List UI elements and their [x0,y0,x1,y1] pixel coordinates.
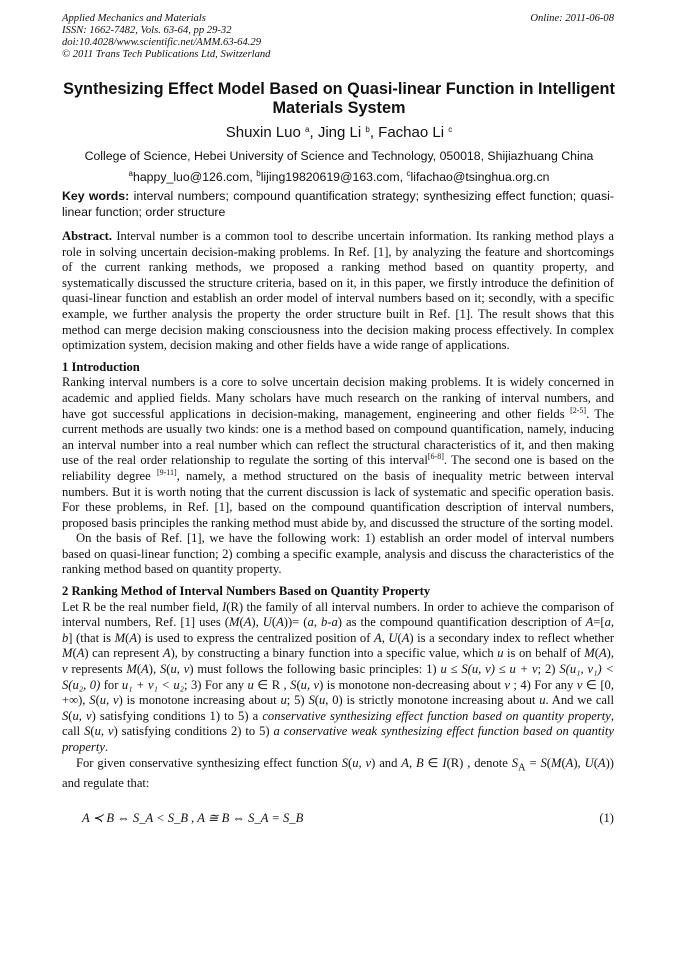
text-segment: a [604,615,611,630]
text-segment: S [511,755,518,770]
text-segment: S [84,724,91,739]
text-segment: , [313,615,321,630]
text-segment: v [576,677,583,692]
text-segment: ) is monotone increasing about [118,693,281,708]
text-segment: U [388,630,398,645]
text-segment: v [62,662,68,677]
email-mark: a [128,169,133,178]
text-segment: A [76,646,85,661]
text-segment: u [280,693,287,708]
journal-header [62,13,614,61]
text-segment: a [307,615,314,630]
text-segment: S [540,755,547,770]
text-segment: [9-11] [156,467,177,477]
paper-title: Synthesizing Effect Model Based on Quasi-linear Function in Intelligent Materials System [63,80,615,117]
text-segment: . [104,740,109,754]
text-segment: Ranking interval numbers is a core to solve uncertain decision making problems. It is widely concerned in academic and applied fields. Many scholars have much research on the ranking of interval numbers, and have got successful applications in decision-making, management, engineering and other fields [62,375,614,421]
text-segment: u₁ + v₁ < u₂ [121,677,185,692]
keywords-text: interval numbers; compound quantification strategy; synthesizing effect function; quasi-linear function; order structure [62,189,614,219]
text-segment: (R) , denote [446,755,512,770]
text-segment: ( [296,677,301,692]
section-heading-ranking-method: 2 Ranking Method of Interval Numbers Based on Quantity Property [62,584,431,599]
text-segment: ( [594,646,599,661]
text-segment: u, v [72,708,92,723]
author-mark: c [448,125,453,134]
text-segment: . The second one is based on the reliability degree [62,453,615,483]
text-segment: u, v [170,662,190,677]
text-segment: ( [271,615,277,630]
email-mark: c [406,169,411,178]
text-segment: ), [606,646,614,661]
text-segment: conservative synthesizing effect function based on quantity property [262,708,611,723]
emails: $^a$happy_luo@126.com, $^b$lijing19820619@163.com, $^c$lifachao@tsinghua.org.cn [128,169,550,184]
intro-paragraph-1 [62,375,614,531]
text-segment: represents [67,662,127,677]
email-mark: b [256,169,261,178]
text-segment: U [262,615,272,630]
text-segment: [6-8] [427,452,444,462]
journal-name: Applied Mechanics and Materials [62,13,206,24]
text-segment: , call [62,708,615,739]
section2-paragraph-1 [62,600,614,756]
text-segment: ) must follows the following basic principles: 1) [189,662,441,677]
author-mark: a [305,125,310,134]
text-segment: A [518,762,526,774]
section2-paragraph-2 [62,756,614,792]
text-segment: u [247,677,254,692]
affiliation: College of Science, Hebei University of Science and Technology, 050018, Shijiazhuang China [84,149,594,163]
text-segment: ) satisfying conditions 2) to 5) [113,724,274,739]
text-segment: b-a [320,615,338,630]
keywords [62,189,614,220]
text-segment: ∈ R , [253,677,291,692]
text-segment: A [373,630,382,645]
text-segment: is on behalf of [503,646,585,661]
text-segment: [2-5] [570,405,587,415]
email-link[interactable]: lifachao@tsinghua.org.cn [410,170,550,184]
text-segment: ) can represent [84,646,163,661]
text-segment: ∈ [423,755,443,770]
text-segment: ] (that is [68,630,115,645]
text-segment: A [401,630,410,645]
text-segment: u, v [99,693,119,708]
text-segment: ; 2) [537,662,560,677]
text-segment: ), [251,615,263,630]
text-segment: , [610,615,615,630]
text-segment: ( [546,755,551,770]
text-segment: ( [68,708,73,723]
text-segment: S [159,662,167,677]
doi: doi:10.4028/www.scientific.net/AMM.63-64.29 [62,37,261,48]
text-segment: ) as the compound quantification description of [337,615,586,630]
text-segment: A [276,615,284,630]
abstract [62,229,614,354]
text-segment: ( [72,646,77,661]
text-segment: ( [561,755,566,770]
text-segment: I [442,755,447,770]
email-link[interactable]: happy_luo@126.com [132,170,250,184]
text-segment: ) satisfying conditions 1) to 5) a [91,708,263,723]
paper-body [62,229,614,827]
text-segment: M [126,662,137,677]
text-segment: b [62,630,69,645]
text-segment: A [162,646,171,661]
text-segment: ) is used to express the centralized position of [137,630,374,645]
equation-text: A ≺ B ⇔ S_A < S_B , A ≅ B ⇔ S_A = S_B [82,811,304,826]
text-segment: a conservative weak synthesizing effect function based on quantity property [62,724,615,754]
text-segment: ))= ( [283,615,308,630]
text-segment: ( [90,724,95,739]
text-segment: ; 4) For any [509,677,577,692]
text-segment: Let R be the real number field, [62,599,223,614]
text-segment: M [114,630,126,645]
text-segment: M [584,646,595,661]
text-segment: ( [239,615,244,630]
text-segment: u ≤ S(u, v) ≤ u + v [440,662,538,677]
text-segment: = [525,755,541,770]
text-segment: ), by constructing a binary function into a specific value, which [170,646,498,661]
text-segment: ) is a secondary index to reflect whether [409,630,615,645]
author-name: Shuxin Luo [225,124,301,141]
text-segment: S [62,708,69,723]
text-segment: S [89,693,96,708]
authors: Shuxin Luo $^a$, Jing Li $^b$, Fachao Li $^c$ [225,124,453,141]
text-segment: , namely, a method structured on the basis of inequality metric between interval numbers. But it is worth noting that the current discussion is lack of systematic and specific operation basis. For these problems, in Ref. [1], based on the compound quantification description of interval numbers, proposed basis principles the ranking method must abide by, and discussed the structure of the sorting model. [62,468,614,530]
abstract-label: Abstract. [62,229,113,243]
text-segment: , 0) is strictly monotone increasing about [325,693,540,708]
text-segment: A [597,755,606,770]
text-segment: S [308,693,315,708]
text-segment: S [290,677,297,692]
author-name: Fachao Li [378,124,445,141]
email-link[interactable]: lijing19820619@163.com [260,170,400,184]
text-segment: ( [95,693,100,708]
equation-number: (1) [599,811,614,826]
text-segment: A [598,646,607,661]
text-segment: ; 5) [286,693,309,708]
online-date: Online: 2011-06-08 [530,13,614,24]
text-segment: M [550,755,562,770]
issn: ISSN: 1662-7482, Vols. 63-64, pp 29-32 [62,25,232,36]
text-segment: M [229,615,240,630]
text-segment: ( [593,755,598,770]
text-segment: u, v [94,724,114,739]
intro-paragraph-2: On the basis of Ref. [1], we have the following work: 1) establish an order model of interval numbers based on quasi-linear function; 2) combing a specific example, analysis and discuss the characteristics of the ranking method based on quantity property. [62,531,614,577]
text-segment: ) and [371,755,402,770]
equation-1 [62,811,614,827]
text-segment: v [504,677,510,692]
text-segment: . The current methods are usually two kinds: one is a method based on compound quantification, namely, inducing an interval number into a real number which can reflect the structural characteristics of it, and then making use of the real order relationship to regulate the sorting of this interval [62,406,614,468]
text-segment: ) is monotone non-decreasing about [319,677,505,692]
text-segment: )) and regulate that: [62,755,614,790]
section-heading-introduction: 1 Introduction [62,359,140,374]
text-segment: ; 3) For any [184,677,248,692]
text-segment: ( [136,662,142,677]
abstract-text: Interval number is a common tool to describe uncertain information. Its ranking method plays a role in solving uncertain decision-making problems. In Ref. [1], by analyzing the feature and shortcomings of the current ranking methods, we proposed a ranking method based on quantity property, and systematically discussed the structure criteria, based on it, in this paper, we firstly introduce the definition of quasi-linear function and establish an order model of interval numbers based on it; secondly, with a specific example, we further analysis the property the order structure built in Ref. [1]. The result shows that this method can merge decision making consciousness into the decision making process effectively. In complex optimization system, decision making and other fields have a wide range of applications. [62,229,614,353]
text-segment: S(u₁, v₁) < S(u₂, 0) [62,662,614,692]
text-segment: A [565,755,574,770]
text-segment: u [539,693,546,708]
text-segment: u, v [300,677,320,692]
text-segment: A [585,615,594,630]
text-segment: ( [166,662,171,677]
text-segment: . And we call [545,693,615,708]
text-segment: For given conservative synthesizing effect function [76,755,342,770]
text-segment: u [497,646,504,661]
text-segment: A [243,615,252,630]
text-segment: for [100,677,122,692]
keywords-label: Key words: [62,189,130,203]
text-segment: ∈ [0, +∞), [62,677,614,708]
text-segment: (R) the family of all interval numbers. In order to achieve the comparison of interval numbers, Ref. [1] uses ( [62,599,614,630]
text-segment: ( [314,693,319,708]
author-name: Jing Li [317,124,362,141]
text-segment: ( [397,630,402,645]
text-segment: u, v [352,755,372,770]
text-segment: ), [148,662,160,677]
text-segment: u [318,693,326,708]
text-segment: ( [125,630,130,645]
text-segment: U [584,755,594,770]
text-segment: , [381,630,389,645]
copyright: © 2011 Trans Tech Publications Ltd, Switzerland [62,49,271,60]
text-segment: A, B [401,755,424,770]
author-mark: b [365,125,370,134]
text-segment: I [222,599,227,614]
text-segment: =[ [593,615,605,630]
text-segment: M [62,646,73,661]
text-segment: ( [348,755,353,770]
text-segment: A [141,662,149,677]
text-segment: S [341,755,348,770]
text-segment: A [129,630,138,645]
text-segment: ), [573,755,585,770]
